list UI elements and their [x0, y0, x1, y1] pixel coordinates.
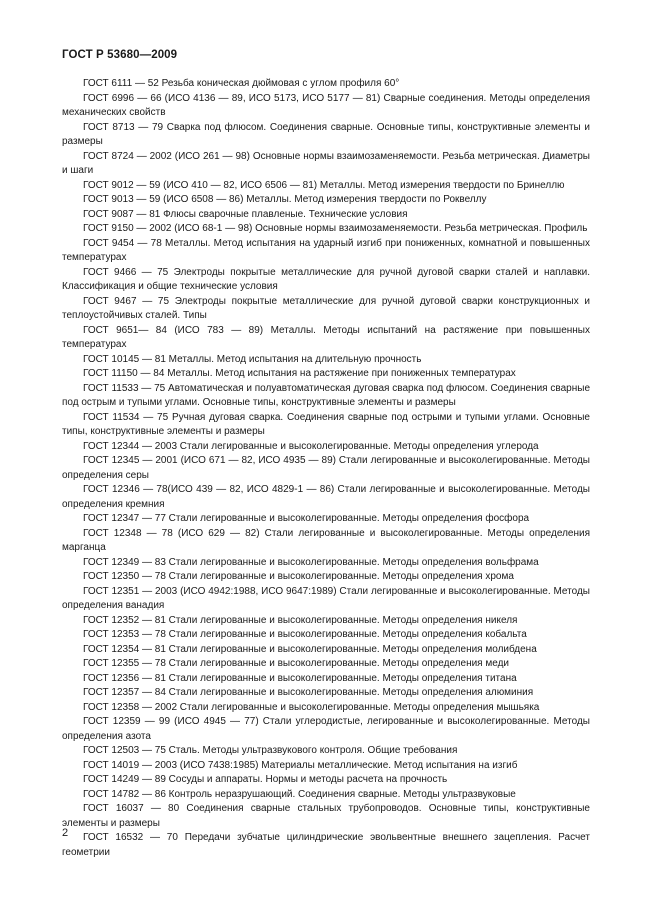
document-header: ГОСТ Р 53680—2009: [62, 49, 178, 61]
standard-entry: ГОСТ 9454 — 78 Металлы. Метод испытания на ударный изгиб при пониженных, комнатной и повышенных температурах: [62, 237, 590, 263]
standard-entry: ГОСТ 12346 — 78(ИСО 439 — 82, ИСО 4829-1 — 86) Стали легированные и высоколегированные. Методы определения кремния: [62, 484, 590, 510]
standard-entry: ГОСТ 12344 — 2003 Стали легированные и высоколегированные. Методы определения углерода: [83, 440, 539, 452]
standard-entry: ГОСТ 9651— 84 (ИСО 783 — 89) Металлы. Методы испытаний на растяжение при повышенных температурах: [62, 324, 590, 350]
standard-entry: ГОСТ 9012 — 59 (ИСО 410 — 82, ИСО 6506 — 81) Металлы. Метод измерения твердости по Бринеллю: [83, 179, 565, 191]
standard-entry: ГОСТ 12351 — 2003 (ИСО 4942:1988, ИСО 9647:1989) Стали легированные и высоколегированные. Методы определения ванадия: [62, 585, 590, 611]
standard-entry: ГОСТ 12347 — 77 Стали легированные и высоколегированные. Методы определения фосфора: [83, 513, 530, 524]
standard-entry: ГОСТ 6111 — 52 Резьба коническая дюймовая с углом профиля 60°: [83, 78, 400, 89]
standard-entry: ГОСТ 11534 — 75 Ручная дуговая сварка. Соединения сварные под острыми и тупыми углами. Основные типы, конструктивные элементы и размеры: [62, 411, 590, 437]
standard-entry: ГОСТ 9087 — 81 Флюсы сварочные плавленые. Технические условия: [83, 208, 408, 220]
standard-entry: ГОСТ 14019 — 2003 (ИСО 7438:1985) Материалы металлические. Метод испытания на изгиб: [83, 759, 518, 771]
standard-entry: ГОСТ 12359 — 99 (ИСО 4945 — 77) Стали углеродистые, легированные и высоколегированные. Методы определения азота: [62, 716, 590, 742]
standard-entry: ГОСТ 9466 — 75 Электроды покрытые металлические для ручной дуговой сварки сталей и наплавки. Классификация и общие технические условия: [62, 266, 590, 292]
standard-entry: ГОСТ 16532 — 70 Передачи зубчатые цилиндрические эвольвентные внешнего зацепления. Расчет геометрии: [62, 832, 590, 858]
page-number: 2: [62, 827, 69, 839]
standard-entry: ГОСТ 12352 — 81 Стали легированные и высоколегированные. Методы определения никеля: [83, 614, 518, 626]
standard-entry: ГОСТ 16037 — 80 Соединения сварные стальных трубопроводов. Основные типы, конструктивные элементы и размеры: [62, 803, 590, 829]
standard-entry: ГОСТ 12358 — 2002 Стали легированные и высоколегированные. Методы определения мышьяка: [83, 701, 540, 713]
standard-entry: ГОСТ 12348 — 78 (ИСО 629 — 82) Стали легированные и высоколегированные. Методы определения марганца: [62, 527, 590, 553]
standard-entry: ГОСТ 11533 — 75 Автоматическая и полуавтоматическая дуговая сварка под флюсом. Соединения сварные под острым и тупыми углами. Основные типы, конструктивные элементы и размеры: [62, 382, 590, 408]
standard-entry: ГОСТ 12357 — 84 Стали легированные и высоколегированные. Методы определения алюминия: [83, 687, 534, 698]
standard-entry: ГОСТ 12345 — 2001 (ИСО 671 — 82, ИСО 4935 — 89) Стали легированные и высоколегированные. Методы определения серы: [62, 455, 590, 481]
standard-entry: ГОСТ 14782 — 86 Контроль неразрушающий. Соединения сварные. Методы ультразвуковые: [83, 788, 516, 800]
standard-entry: ГОСТ 12355 — 78 Стали легированные и высоколегированные. Методы определения меди: [83, 658, 510, 669]
standard-entry: ГОСТ 9013 — 59 (ИСО 6508 — 86) Металлы. Метод измерения твердости по Роквеллу: [83, 194, 487, 205]
standard-entry: ГОСТ 9150 — 2002 (ИСО 68-1 — 98) Основные нормы взаимозаменяемости. Резьба метрическая. Профиль: [83, 223, 588, 234]
standard-entry: ГОСТ 12350 — 78 Стали легированные и высоколегированные. Методы определения хрома: [83, 571, 514, 582]
standard-entry: ГОСТ 12356 — 81 Стали легированные и высоколегированные. Методы определения титана: [83, 672, 517, 684]
standard-entry: ГОСТ 12503 — 75 Сталь. Методы ультразвукового контроля. Общие требования: [83, 745, 458, 756]
standard-entry: ГОСТ 12353 — 78 Стали легированные и высоколегированные. Методы определения кобальта: [83, 629, 527, 640]
standard-entry: ГОСТ 11150 — 84 Металлы. Метод испытания на растяжение при пониженных температурах: [83, 368, 516, 379]
standard-entry: ГОСТ 12349 — 83 Стали легированные и высоколегированные. Методы определения вольфрама: [83, 556, 539, 568]
standard-entry: ГОСТ 12354 — 81 Стали легированные и высоколегированные. Методы определения молибдена: [83, 643, 537, 655]
standard-entry: ГОСТ 14249 — 89 Сосуды и аппараты. Нормы и методы расчета на прочность: [83, 774, 448, 785]
standard-entry: ГОСТ 8713 — 79 Сварка под флюсом. Соединения сварные. Основные типы, конструктивные элементы и размеры: [62, 121, 590, 147]
standard-entry: ГОСТ 6996 — 66 (ИСО 4136 — 89, ИСО 5173, ИСО 5177 — 81) Сварные соединения. Методы определения механических свойств: [62, 92, 590, 118]
standards-list: [62, 77, 590, 860]
standard-entry: ГОСТ 9467 — 75 Электроды покрытые металлические для ручной дуговой сварки конструкционных и теплоустойчивых сталей. Типы: [62, 295, 590, 321]
standard-entry: ГОСТ 8724 — 2002 (ИСО 261 — 98) Основные нормы взаимозаменяемости. Резьба метрическая. Диаметры и шаги: [62, 150, 590, 176]
standard-entry: ГОСТ 10145 — 81 Металлы. Метод испытания на длительную прочность: [83, 353, 422, 365]
